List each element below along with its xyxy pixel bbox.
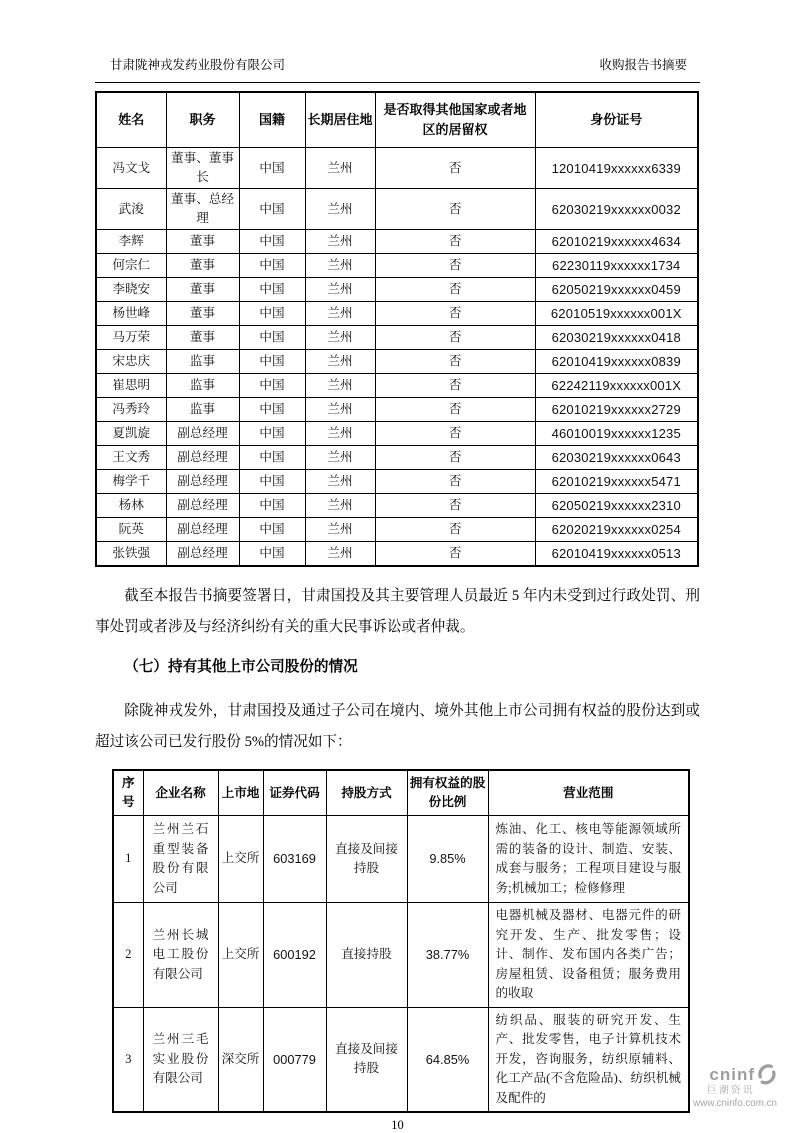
officers-row-3 (96, 254, 698, 278)
officers-cell: 中国 (239, 494, 305, 518)
officers-cell: 崔思明 (96, 374, 166, 398)
officers-cell: 中国 (239, 446, 305, 470)
officers-row-9 (96, 398, 698, 422)
holdings-cell: 直接持股 (326, 903, 407, 1008)
holdings-table-body (113, 816, 689, 1113)
holdings-cell: 纺织品、服装的研究开发、生产、批发零售，电子计算机技术开发，咨询服务，纺织原辅料、化工产品(不含危险品)、纺织机械及配件的 (488, 1007, 689, 1112)
holdings-row-1 (113, 903, 689, 1008)
officers-header-cell-0: 姓名 (96, 92, 166, 148)
officers-cell: 宋忠庆 (96, 350, 166, 374)
officers-row-1 (96, 189, 698, 230)
paragraph-no-penalty: 截至本报告书摘要签署日，甘肃国投及其主要管理人员最近 5 年内未受到过行政处罚、刑事处罚或者涉及与经济纠纷有关的重大民事诉讼或者仲裁。 (95, 588, 700, 635)
officers-cell: 否 (375, 518, 535, 542)
officers-cell: 兰州 (305, 470, 375, 494)
officers-cell: 62030219xxxxxx0032 (535, 189, 698, 230)
officers-cell: 62010419xxxxxx0513 (535, 542, 698, 567)
holdings-cell: 炼油、化工、核电等能源领域所需的装备的设计、制造、安装、成套与服务；工程项目建设与服务;机械加工；检修修理 (488, 816, 689, 903)
officers-cell: 62010419xxxxxx0839 (535, 350, 698, 374)
officers-row-14 (96, 518, 698, 542)
officers-header-cell-3: 长期居住地 (305, 92, 375, 148)
officers-row-5 (96, 302, 698, 326)
officers-cell: 李辉 (96, 230, 166, 254)
officers-cell: 中国 (239, 326, 305, 350)
page-number: 10 (391, 1118, 404, 1132)
cninfo-logo (693, 1064, 777, 1109)
officers-cell: 62030219xxxxxx0643 (535, 446, 698, 470)
officers-cell: 何宗仁 (96, 254, 166, 278)
holdings-header-row (113, 770, 689, 816)
officers-cell: 否 (375, 350, 535, 374)
officers-cell: 武浚 (96, 189, 166, 230)
officers-cell: 董事 (166, 302, 239, 326)
officers-header-cell-2: 国籍 (239, 92, 305, 148)
officers-cell: 兰州 (305, 542, 375, 567)
holdings-cell: 000779 (263, 1007, 326, 1112)
officers-cell: 董事 (166, 254, 239, 278)
officers-cell: 中国 (239, 542, 305, 567)
holdings-cell: 深交所 (218, 1007, 263, 1112)
holdings-cell: 3 (113, 1007, 143, 1112)
officers-cell: 否 (375, 254, 535, 278)
holdings-row-2 (113, 1007, 689, 1112)
officers-cell: 12010419xxxxxx6339 (535, 148, 698, 189)
officers-cell: 王文秀 (96, 446, 166, 470)
officers-cell: 否 (375, 278, 535, 302)
officers-cell: 兰州 (305, 398, 375, 422)
document-page (95, 55, 700, 1133)
holdings-table (112, 769, 690, 1113)
officers-cell: 杨林 (96, 494, 166, 518)
officers-cell: 中国 (239, 422, 305, 446)
officers-row-8 (96, 374, 698, 398)
officers-cell: 冯文戈 (96, 148, 166, 189)
officers-row-11 (96, 446, 698, 470)
officers-cell: 董事 (166, 326, 239, 350)
officers-cell: 中国 (239, 302, 305, 326)
paragraph-holdings-intro: 除陇神戎发外，甘肃国投及通过子公司在境内、境外其他上市公司拥有权益的股份达到或超过该公司已发行股份 5%的情况如下： (95, 703, 700, 750)
officers-cell: 梅学千 (96, 470, 166, 494)
officers-cell: 兰州 (305, 518, 375, 542)
holdings-cell: 1 (113, 816, 143, 903)
officers-cell: 中国 (239, 470, 305, 494)
officers-cell: 中国 (239, 398, 305, 422)
holdings-cell: 兰州长城电工股份有限公司 (143, 903, 218, 1008)
header-company-name: 甘肃陇神戎发药业股份有限公司 (110, 58, 286, 72)
holdings-cell: 上交所 (218, 816, 263, 903)
officers-header-row (96, 92, 698, 148)
officers-cell: 马万荣 (96, 326, 166, 350)
holdings-row-0 (113, 816, 689, 903)
officers-cell: 否 (375, 494, 535, 518)
holdings-header-cell-4: 持股方式 (326, 770, 407, 816)
officers-cell: 副总经理 (166, 422, 239, 446)
officers-row-6 (96, 326, 698, 350)
officers-cell: 62020219xxxxxx0254 (535, 518, 698, 542)
officers-cell: 中国 (239, 350, 305, 374)
officers-cell: 62050219xxxxxx2310 (535, 494, 698, 518)
officers-cell: 监事 (166, 350, 239, 374)
officers-cell: 兰州 (305, 254, 375, 278)
officers-cell: 62050219xxxxxx0459 (535, 278, 698, 302)
cninfo-swirl-icon (756, 1064, 777, 1085)
officers-header-cell-4: 是否取得其他国家或者地区的居留权 (375, 92, 535, 148)
officers-cell: 兰州 (305, 278, 375, 302)
officers-cell: 中国 (239, 518, 305, 542)
officers-cell: 副总经理 (166, 494, 239, 518)
officers-cell: 中国 (239, 254, 305, 278)
officers-cell: 否 (375, 148, 535, 189)
officers-cell: 否 (375, 230, 535, 254)
officers-cell: 兰州 (305, 374, 375, 398)
officers-cell: 监事 (166, 374, 239, 398)
officers-cell: 副总经理 (166, 470, 239, 494)
holdings-cell: 603169 (263, 816, 326, 903)
officers-cell: 否 (375, 542, 535, 567)
officers-row-7 (96, 350, 698, 374)
cninfo-logo-row (693, 1064, 777, 1085)
officers-cell: 兰州 (305, 350, 375, 374)
holdings-header-cell-0: 序号 (113, 770, 143, 816)
section-heading: （七）持有其他上市公司股份的情况 (124, 659, 358, 675)
officers-cell: 否 (375, 374, 535, 398)
holdings-cell: 兰州兰石重型装备股份有限公司 (143, 816, 218, 903)
officers-cell: 否 (375, 470, 535, 494)
officers-cell: 62242119xxxxxx001X (535, 374, 698, 398)
holdings-cell: 38.77% (407, 903, 488, 1008)
holdings-cell: 上交所 (218, 903, 263, 1008)
holdings-cell: 兰州三毛实业股份有限公司 (143, 1007, 218, 1112)
officers-cell: 兰州 (305, 326, 375, 350)
officers-row-10 (96, 422, 698, 446)
cninfo-logo-cn: 巨潮资讯 (706, 1085, 755, 1096)
officers-table-head (96, 92, 698, 148)
page-header (95, 55, 700, 83)
cninfo-logo-text: cninf (709, 1064, 755, 1084)
officers-cell: 监事 (166, 398, 239, 422)
officers-cell: 董事 (166, 278, 239, 302)
officers-cell: 否 (375, 302, 535, 326)
officers-cell: 否 (375, 446, 535, 470)
holdings-cell: 电器机械及器材、电器元件的研究开发、生产、批发零售；设计、制作、发布国内各类广告；房屋租赁、设备租赁；服务费用的收取 (488, 903, 689, 1008)
officers-row-12 (96, 470, 698, 494)
officers-table-body (96, 148, 698, 567)
officers-cell: 张铁强 (96, 542, 166, 567)
officers-cell: 副总经理 (166, 518, 239, 542)
holdings-cell: 9.85% (407, 816, 488, 903)
officers-cell: 62030219xxxxxx0418 (535, 326, 698, 350)
officers-table (95, 91, 699, 567)
officers-row-4 (96, 278, 698, 302)
cninfo-logo-url: www.cninfo.com.cn (693, 1097, 777, 1109)
officers-cell: 中国 (239, 278, 305, 302)
officers-cell: 兰州 (305, 148, 375, 189)
officers-cell: 62230119xxxxxx1734 (535, 254, 698, 278)
holdings-header-cell-6: 营业范围 (488, 770, 689, 816)
officers-cell: 否 (375, 326, 535, 350)
officers-cell: 兰州 (305, 422, 375, 446)
officers-cell: 冯秀玲 (96, 398, 166, 422)
officers-cell: 46010019xxxxxx1235 (535, 422, 698, 446)
officers-cell: 夏凯旋 (96, 422, 166, 446)
officers-row-15 (96, 542, 698, 567)
holdings-header-cell-5: 拥有权益的股份比例 (407, 770, 488, 816)
officers-cell: 李晓安 (96, 278, 166, 302)
officers-cell: 兰州 (305, 230, 375, 254)
officers-cell: 62010219xxxxxx5471 (535, 470, 698, 494)
officers-cell: 副总经理 (166, 542, 239, 567)
officers-cell: 62010219xxxxxx4634 (535, 230, 698, 254)
officers-cell: 董事 (166, 230, 239, 254)
officers-cell: 中国 (239, 374, 305, 398)
officers-cell: 62010519xxxxxx001X (535, 302, 698, 326)
officers-row-2 (96, 230, 698, 254)
holdings-header-cell-2: 上市地 (218, 770, 263, 816)
officers-cell: 中国 (239, 148, 305, 189)
officers-cell: 杨世峰 (96, 302, 166, 326)
officers-row-13 (96, 494, 698, 518)
officers-cell: 否 (375, 422, 535, 446)
officers-cell: 62010219xxxxxx2729 (535, 398, 698, 422)
officers-cell: 中国 (239, 189, 305, 230)
officers-cell: 董事、董事长 (166, 148, 239, 189)
officers-cell: 兰州 (305, 302, 375, 326)
holdings-cell: 直接及间接持股 (326, 1007, 407, 1112)
officers-row-0 (96, 148, 698, 189)
holdings-header-cell-1: 企业名称 (143, 770, 218, 816)
officers-cell: 阮英 (96, 518, 166, 542)
officers-cell: 副总经理 (166, 446, 239, 470)
officers-cell: 兰州 (305, 189, 375, 230)
officers-header-cell-5: 身份证号 (535, 92, 698, 148)
holdings-cell: 直接及间接持股 (326, 816, 407, 903)
header-doc-title: 收购报告书摘要 (599, 58, 687, 72)
holdings-table-head (113, 770, 689, 816)
officers-cell: 否 (375, 189, 535, 230)
officers-cell: 中国 (239, 230, 305, 254)
holdings-cell: 64.85% (407, 1007, 488, 1112)
officers-header-cell-1: 职务 (166, 92, 239, 148)
officers-cell: 兰州 (305, 446, 375, 470)
officers-cell: 否 (375, 398, 535, 422)
holdings-cell: 2 (113, 903, 143, 1008)
holdings-header-cell-3: 证券代码 (263, 770, 326, 816)
officers-cell: 董事、总经理 (166, 189, 239, 230)
holdings-cell: 600192 (263, 903, 326, 1008)
officers-cell: 兰州 (305, 494, 375, 518)
